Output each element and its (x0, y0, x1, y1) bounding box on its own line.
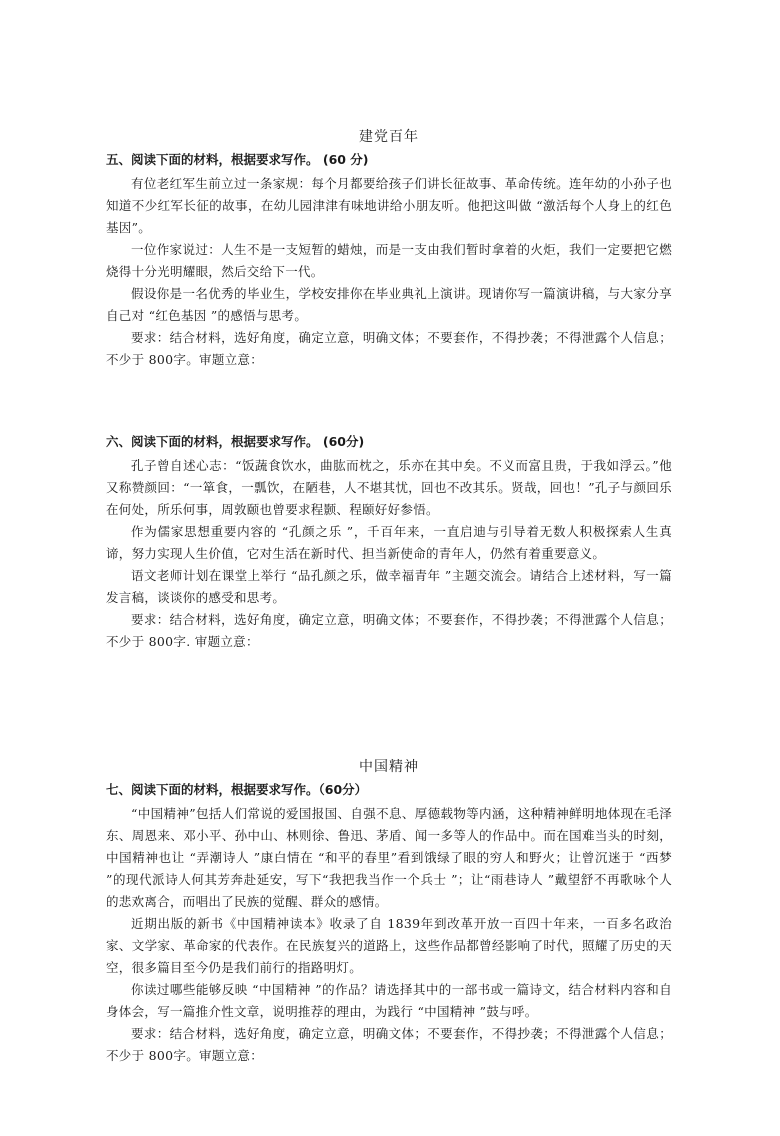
question-6-section (106, 432, 672, 653)
question-5-paragraph: 一位作家说过：人生不是一支短暂的蜡烛，而是一支由我们暂时拿着的火炬，我们一定要把它燃烧得十分光明耀眼，然后交给下一代。 (106, 242, 672, 279)
question-7-paragraph: 近期出版的新书《中国精神读本》收录了自 1839年到改革开放一百四十年来，一百多名政治家、文学家、革命家的代表作。在民族复兴的道路上，这些作品都曾经影响了时代，照耀了历史的天空，很多篇目至今仍是我们前行的指路明灯。 (106, 916, 672, 975)
question-7-requirements: 要求：结合材料，选好角度，确定立意，明确文体；不要套作，不得抄袭；不得泄露个人信息；不少于 800字。审题立意： (106, 1026, 672, 1063)
section-title-zhongguo-jingshen: 中国精神 (359, 759, 419, 775)
question-5-heading: 五、阅读下面的材料，根据要求写作。 (60 分) (106, 152, 369, 167)
question-5-section (106, 126, 672, 371)
question-7-paragraph: 你读过哪些能够反映 “中国精神 ”的作品？请选择其中的一部书或一篇诗文，结合材料内容和自身体会，写一篇推介性文章，说明推荐的理由，为践行 “中国精神 ”鼓与呼。 (106, 982, 672, 1019)
question-6-heading: 六、阅读下面的材料，根据要求写作。 (60分) (106, 434, 365, 449)
question-5-requirements: 要求：结合材料，选好角度，确定立意，明确文体；不要套作，不得抄袭；不得泄露个人信息；不少于 800字。审题立意： (106, 330, 672, 367)
question-6-requirements: 要求：结合材料，选好角度，确定立意，明确文体；不要套作，不得抄袭；不得泄露个人信息；不少于 800字. 审题立意： (106, 612, 672, 649)
question-5-paragraph: 有位老红军生前立过一条家规：每个月都要给孩子们讲长征故事、革命传统。连年幼的小孙子也知道不少红军长征的故事，在幼儿园津津有味地讲给小朋友听。他把这叫做 “激活每个人身上的红色基因”。 (106, 176, 672, 235)
question-6-paragraph: 作为儒家思想重要内容的 “孔颜之乐 ”，千百年来，一直启迪与引导着无数人积极探索人生真谛，努力实现人生价值，它对生活在新时代、担当新使命的青年人，仍然有着重要意义。 (106, 524, 672, 561)
section-title-jiandang: 建党百年 (359, 129, 419, 145)
question-5-paragraph: 假设你是一名优秀的毕业生，学校安排你在毕业典礼上演讲。现请你写一篇演讲稿，与大家分享自己对 “红色基因 ”的感悟与思考。 (106, 286, 672, 323)
question-7-paragraph: “中国精神”包括人们常说的爱国报国、自强不息、厚德载物等内涵，这种精神鲜明地体现在毛泽东、周恩来、邓小平、孙中山、林则徐、鲁迅、茅盾、闻一多等人的作品中。而在国难当头的时刻，中国精神也让 “弄潮诗人 ”康白情在 “和平的春里”看到饿绿了眼的穷人和野火；让曾沉迷于 “西梦 ”的现代派诗人何其芳奔赴延安，写下“我把我当作一个兵士 ”；让“雨巷诗人 ”戴望舒不再歌咏个人的悲欢离合，而唱出了民族的觉醒、群众的感情。 (106, 806, 672, 909)
question-7-section (106, 756, 672, 1067)
question-6-paragraph: 语文老师计划在课堂上举行 “品孔颜之乐，做幸福青年 ”主题交流会。请结合上述材料，写一篇发言稿，谈谈你的感受和思考。 (106, 568, 672, 605)
question-7-heading: 七、阅读下面的材料，根据要求写作。（60分） (106, 782, 368, 797)
question-6-paragraph: 孔子曾自述心志：“饭蔬食饮水，曲肱而枕之，乐亦在其中矣。不义而富且贵，于我如浮云。”他又称赞颜回：“一箪食，一瓢饮，在陋巷，人不堪其忧，回也不改其乐。贤哉，回也！”孔子与颜回乐在何处，所乐何事，周敦颐也曾要求程颢、程颐好好参悟。 (106, 458, 672, 517)
